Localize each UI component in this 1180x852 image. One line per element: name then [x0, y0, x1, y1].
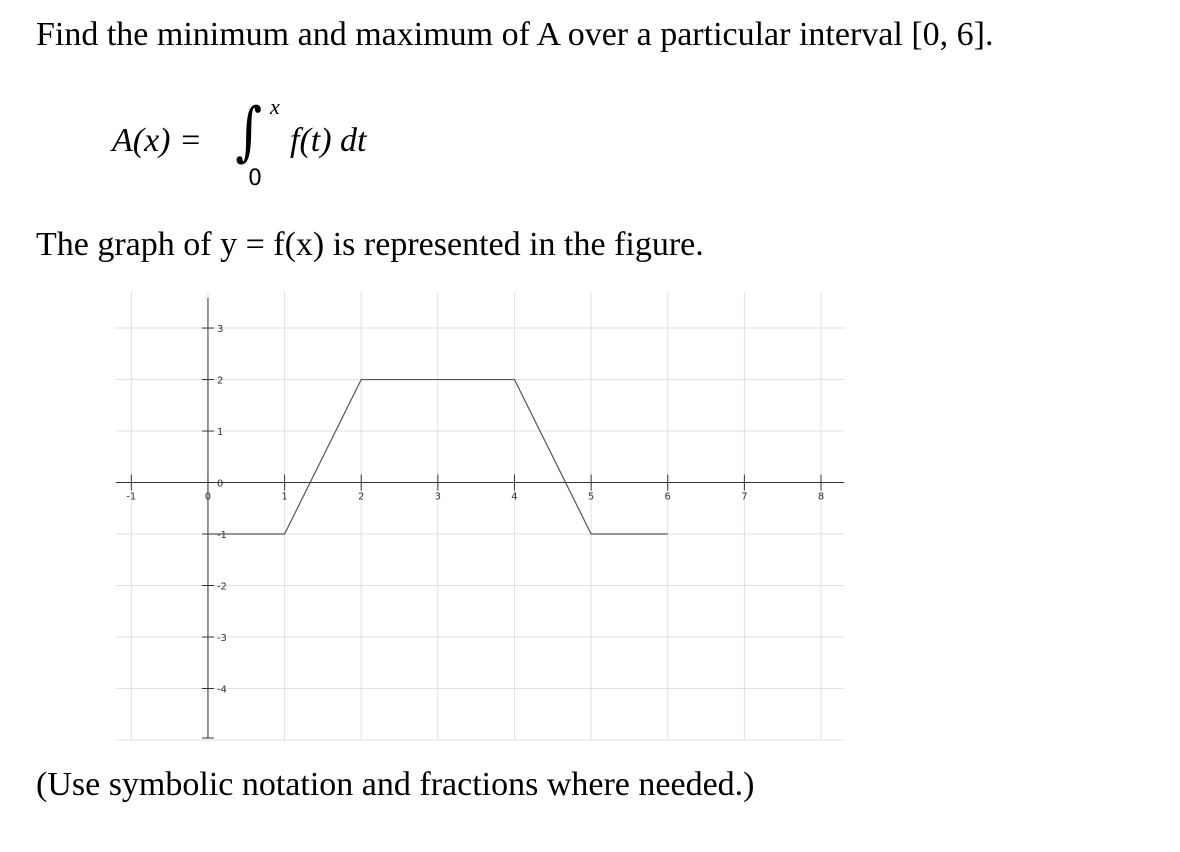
x-tick-label: 8 [817, 491, 825, 503]
formula-integrand: f(t) dt [290, 122, 367, 159]
y-tick-label: 3 [216, 324, 224, 336]
x-tick-label: 6 [664, 491, 671, 503]
x-tick-label: 5 [587, 491, 595, 503]
y-tick-label: -3 [216, 633, 227, 645]
grid-lines [116, 292, 844, 740]
integral-sign: ∫ [235, 95, 263, 169]
integral-formula [112, 88, 532, 198]
x-tick-label: 3 [434, 491, 442, 503]
x-tick-label: -1 [126, 491, 137, 503]
function-graph [110, 288, 850, 750]
x-tick-label: 0 [204, 491, 212, 503]
x-tick-label: 2 [358, 491, 365, 503]
integral-lower-limit: 0 [248, 166, 262, 191]
problem-intro: Find the minimum and maximum of A over a particular interval [0, 6]. [36, 16, 994, 53]
x-tick-label: 1 [281, 491, 288, 503]
formula-lhs: A(x) = [112, 122, 202, 159]
graph-description: The graph of y = f(x) is represented in the figure. [36, 226, 704, 263]
y-tick-label: 1 [216, 427, 224, 439]
y-tick-label: 0 [216, 478, 224, 490]
y-tick-label: 2 [216, 375, 224, 387]
x-tick-label: 7 [741, 491, 748, 503]
hint-text: (Use symbolic notation and fractions where needed.) [36, 766, 755, 803]
y-tick-label: -4 [216, 684, 227, 696]
axes [116, 298, 844, 738]
integral-upper-limit: x [270, 94, 280, 119]
y-tick-label: -2 [216, 581, 227, 593]
y-tick-label: -1 [216, 530, 227, 542]
x-tick-label: 4 [511, 491, 518, 503]
